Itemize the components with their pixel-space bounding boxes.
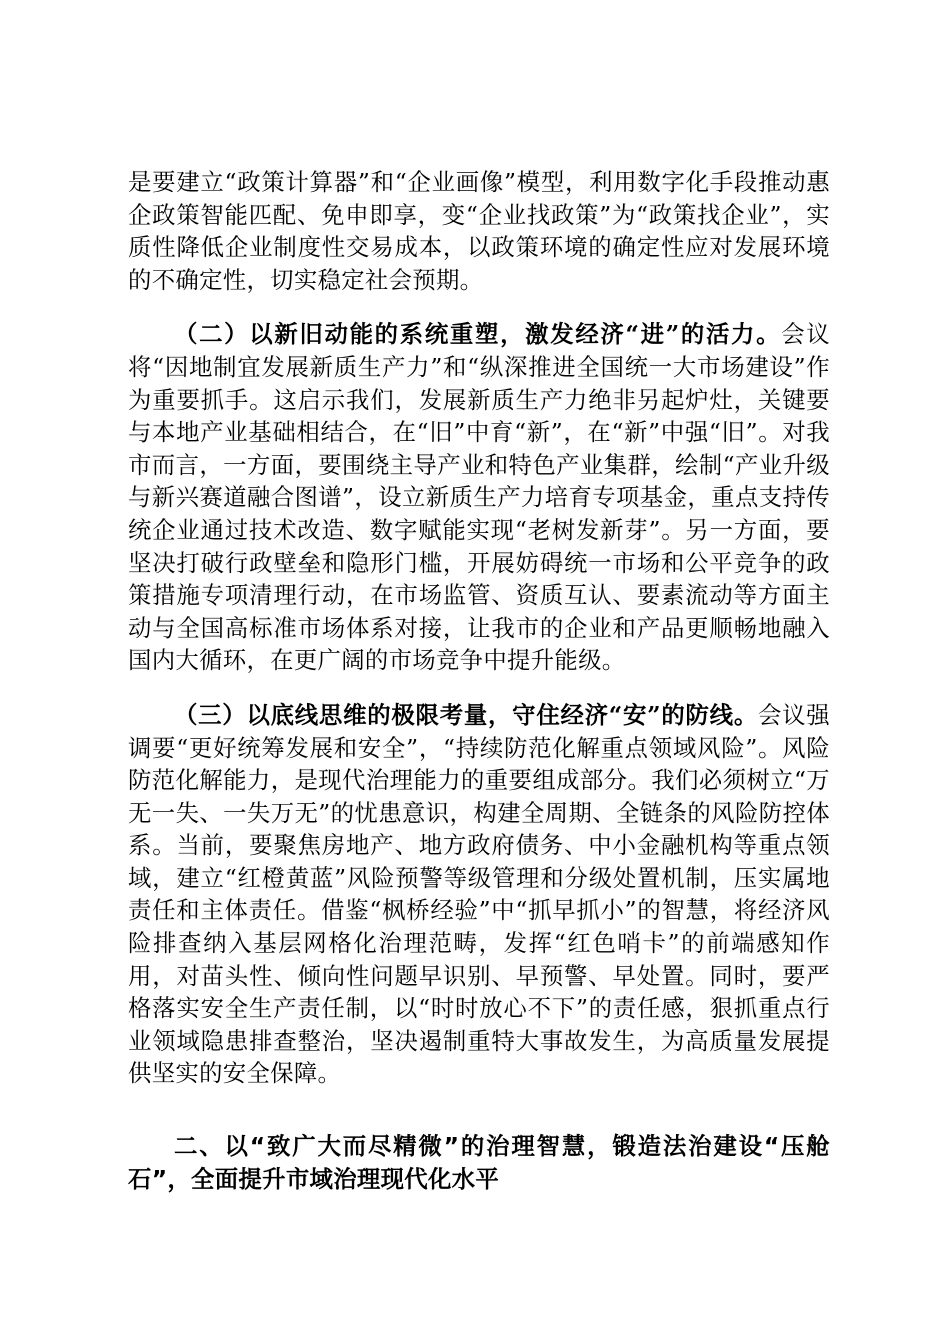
section-heading-2: 二、以“致广大而尽精微”的治理智慧，锻造法治建设“压舱石”，全面提升市域治理现代化水平 [128, 1132, 830, 1193]
section-lead-2: （二）以新旧动能的系统重塑，激发经济“进”的活力。 [174, 320, 782, 349]
paragraph-policy-calculator: 是要建立“政策计算器”和“企业画像”模型，利用数字化手段推动惠企政策智能匹配、免申即享，变“企业找政策”为“政策找企业”，实质性降低企业制度性交易成本，以政策环境的确定性应对发展环境的不确定性，切实稳定社会预期。 [128, 168, 830, 294]
paragraph-bottom-line-thinking [128, 699, 830, 1090]
document-page [128, 166, 830, 1195]
paragraph-new-growth-drivers [128, 318, 830, 677]
section-lead-3: （三）以底线思维的极限考量，守住经济“安”的防线。 [174, 700, 758, 729]
paragraph-body-3: 会议强调要“更好统筹发展和安全”，“持续防范化解重点领域风险”。风险防范化解能力，是现代治理能力的重要组成部分。我们必须树立“万无一失、一失万无”的忧患意识，构建全周期、全链条的风险防控体系。当前，要聚焦房地产、地方政府债务、中小金融机构等重点领域，建立“红橙黄蓝”风险预警等级管理和分级处置机制，压实属地责任和主体责任。借鉴“枫桥经验”中“抓早抓小”的智慧，将经济风险排查纳入基层网格化治理范畴，发挥“红色哨卡”的前端感知作用，对苗头性、倾向性问题早识别、早预警、早处置。同时，要严格落实安全生产责任制，以“时时放心不下”的责任感，狠抓重点行业领域隐患排查整治，坚决遏制重特大事故发生，为高质量发展提供坚实的安全保障。 [128, 700, 831, 1088]
paragraph-body-2: 会议将“因地制宜发展新质生产力”和“纵深推进全国统一大市场建设”作为重要抓手。这启示我们，发展新质生产力绝非另起炉灶，关键要与本地产业基础相结合，在“旧”中育“新”，在“新”中强“旧”。对我市而言，一方面，要围绕主导产业和特色产业集群，绘制“产业升级与新兴赛道融合图谱”，设立新质生产力培育专项基金，重点支持传统企业通过技术改造、数字赋能实现“老树发新芽”。另一方面，要坚决打破行政壁垒和隐形门槛，开展妨碍统一市场和公平竞争的政策措施专项清理行动，在市场监管、资质互认、要素流动等方面主动与全国高标准市场体系对接，让我市的企业和产品更顺畅地融入国内大循环，在更广阔的市场竞争中提升能级。 [128, 320, 830, 675]
